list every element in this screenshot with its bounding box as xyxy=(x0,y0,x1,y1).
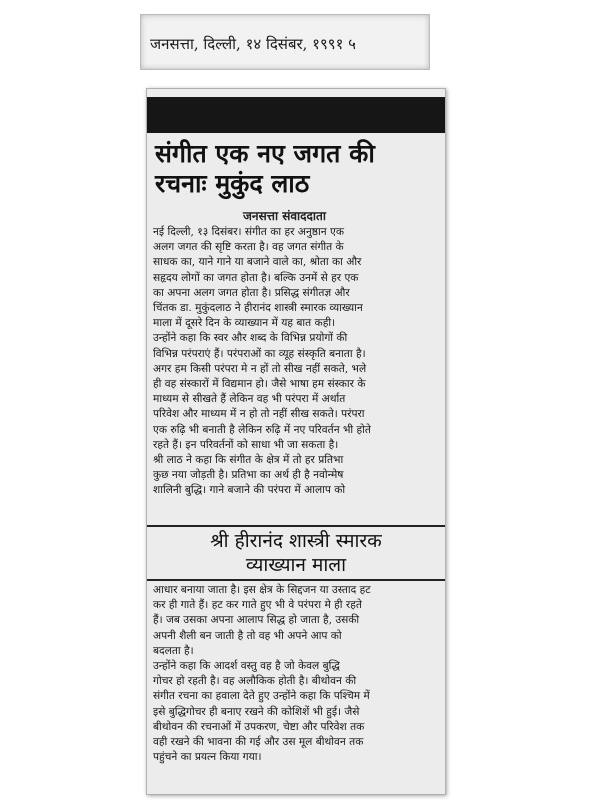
body-line: रहते हैं। इन परिवर्तनों को साधा भी जा सकता है। xyxy=(153,438,339,451)
body-line: शालिनी बुद्धि। गाने बजाने की परंपरा में आलाप को xyxy=(153,484,346,497)
box-top-rule xyxy=(147,525,445,527)
series-title-line: श्री हीरानंद शास्त्री स्मारक xyxy=(210,530,382,552)
box-bottom-rule xyxy=(147,579,445,581)
article-body-part2 xyxy=(153,583,439,765)
body-line: श्री लाठ ने कहा कि संगीत के क्षेत्र में तो हर प्रतिभा xyxy=(153,454,344,467)
top-black-bar xyxy=(147,97,445,133)
body-line: उन्होंने कहा कि आदर्श वस्तु वह है जो केवल बुद्धि xyxy=(153,660,340,673)
newspaper-clipping xyxy=(146,88,446,795)
body-line: विभिन्न परंपराएं हैं। परंपराओं का व्यूह संस्कृति बनाता है। xyxy=(153,347,366,360)
body-line: आधार बनाया जाता है। इस क्षेत्र के सिद्दजन या उस्ताद हट xyxy=(153,584,371,596)
body-line: उन्होंने कहा कि स्वर और शब्द के विभिन्न प्रयोगों की xyxy=(153,332,348,345)
body-line: माला में दूसरे दिन के व्याख्यान में यह बात कही। xyxy=(153,317,336,330)
series-title-line: व्याख्यान माला xyxy=(245,554,347,576)
body-line: माध्यम से सीखते हैं लेकिन वह भी परंपरा में अर्थात xyxy=(153,393,346,406)
body-line: सहृदय लोगों का जगत होता है। बल्कि उनमें से हर एक xyxy=(153,271,359,284)
body-line: संगीत रचना का हवाला देते हुए उन्होंने कहा कि पश्चिम में xyxy=(153,690,370,703)
body-line: अपनी शैली बन जाती है तो वह भी अपने आप को xyxy=(153,629,342,642)
body-line: कुछ नया जोड़ती है। प्रतिभा का अर्थ ही है नवोन्मेष xyxy=(153,469,344,482)
body-line: कर ही गाते हैं। हट कर गाते हुए भी वे परंपरा मे ही रहते xyxy=(153,599,362,612)
body-line: गोचर हो रहती है। वह अलौकिक होती है। बीथोवन की xyxy=(153,675,357,688)
body-line: बीथोवन की रचनाओं में उपकरण, चेष्टा और परिवेश तक xyxy=(153,720,365,733)
body-line: अलग जगत की सृष्टि करता है। वह जगत संगीत के xyxy=(153,241,344,254)
body-line: साधक का, याने गाने या बजाने वाले का, श्रोता का और xyxy=(153,256,362,269)
body-line: चिंतक डा. मुकुंदलाठ ने हीरानंद शास्त्री स्मारक व्याख्यान xyxy=(153,302,363,315)
article-byline: जनसत्ता संवाददाता xyxy=(243,209,326,223)
body-line: इसे बुद्धिगोचर ही बनाए रखने की कोशिशें भी हुई। जैसे xyxy=(153,705,360,718)
body-line: नई दिल्ली, १३ दिसंबर। संगीत का हर अनुष्ठान एक xyxy=(153,226,344,238)
body-line: पहुंचने का प्रयत्न किया गया। xyxy=(153,751,262,764)
headline-line: रचनाः मुकुंद लाठ xyxy=(155,169,310,198)
body-line: अगर हम किसी परंपरा मे न हों तो सीख नहीं सकते, भले xyxy=(153,362,367,375)
body-line: हैं। जब उसका अपना आलाप सिद्ध हो जाता है, उसकी xyxy=(153,614,360,627)
masthead-dateline: जनसत्ता, दिल्ली, १४ दिसंबर, १९९१ ५ xyxy=(150,35,356,53)
body-line: वही रखने की भावना की गई और उस मूल बीथोवन तक xyxy=(153,736,364,749)
body-line: एक रुढ़ि भी बनाती है लेकिन रुढ़ि में नए परिवर्तन भी होते xyxy=(153,423,371,436)
article-body-part1 xyxy=(153,225,439,499)
headline-line: संगीत एक नए जगत की xyxy=(155,139,375,168)
series-title-box xyxy=(147,529,445,577)
body-line: का अपना अलग जगत होता है। प्रसिद्ध संगीतज्ञ और xyxy=(153,286,350,299)
body-line: परिवेश और माध्यम में न हो तो नहीं सीख सकते। परंपरा xyxy=(153,408,365,421)
body-line: बदलता है। xyxy=(153,644,194,657)
body-line: ही वह संस्कारों में विद्यमान हो। जैसे भाषा हम संस्कार के xyxy=(153,378,366,391)
article-headline xyxy=(155,139,441,199)
